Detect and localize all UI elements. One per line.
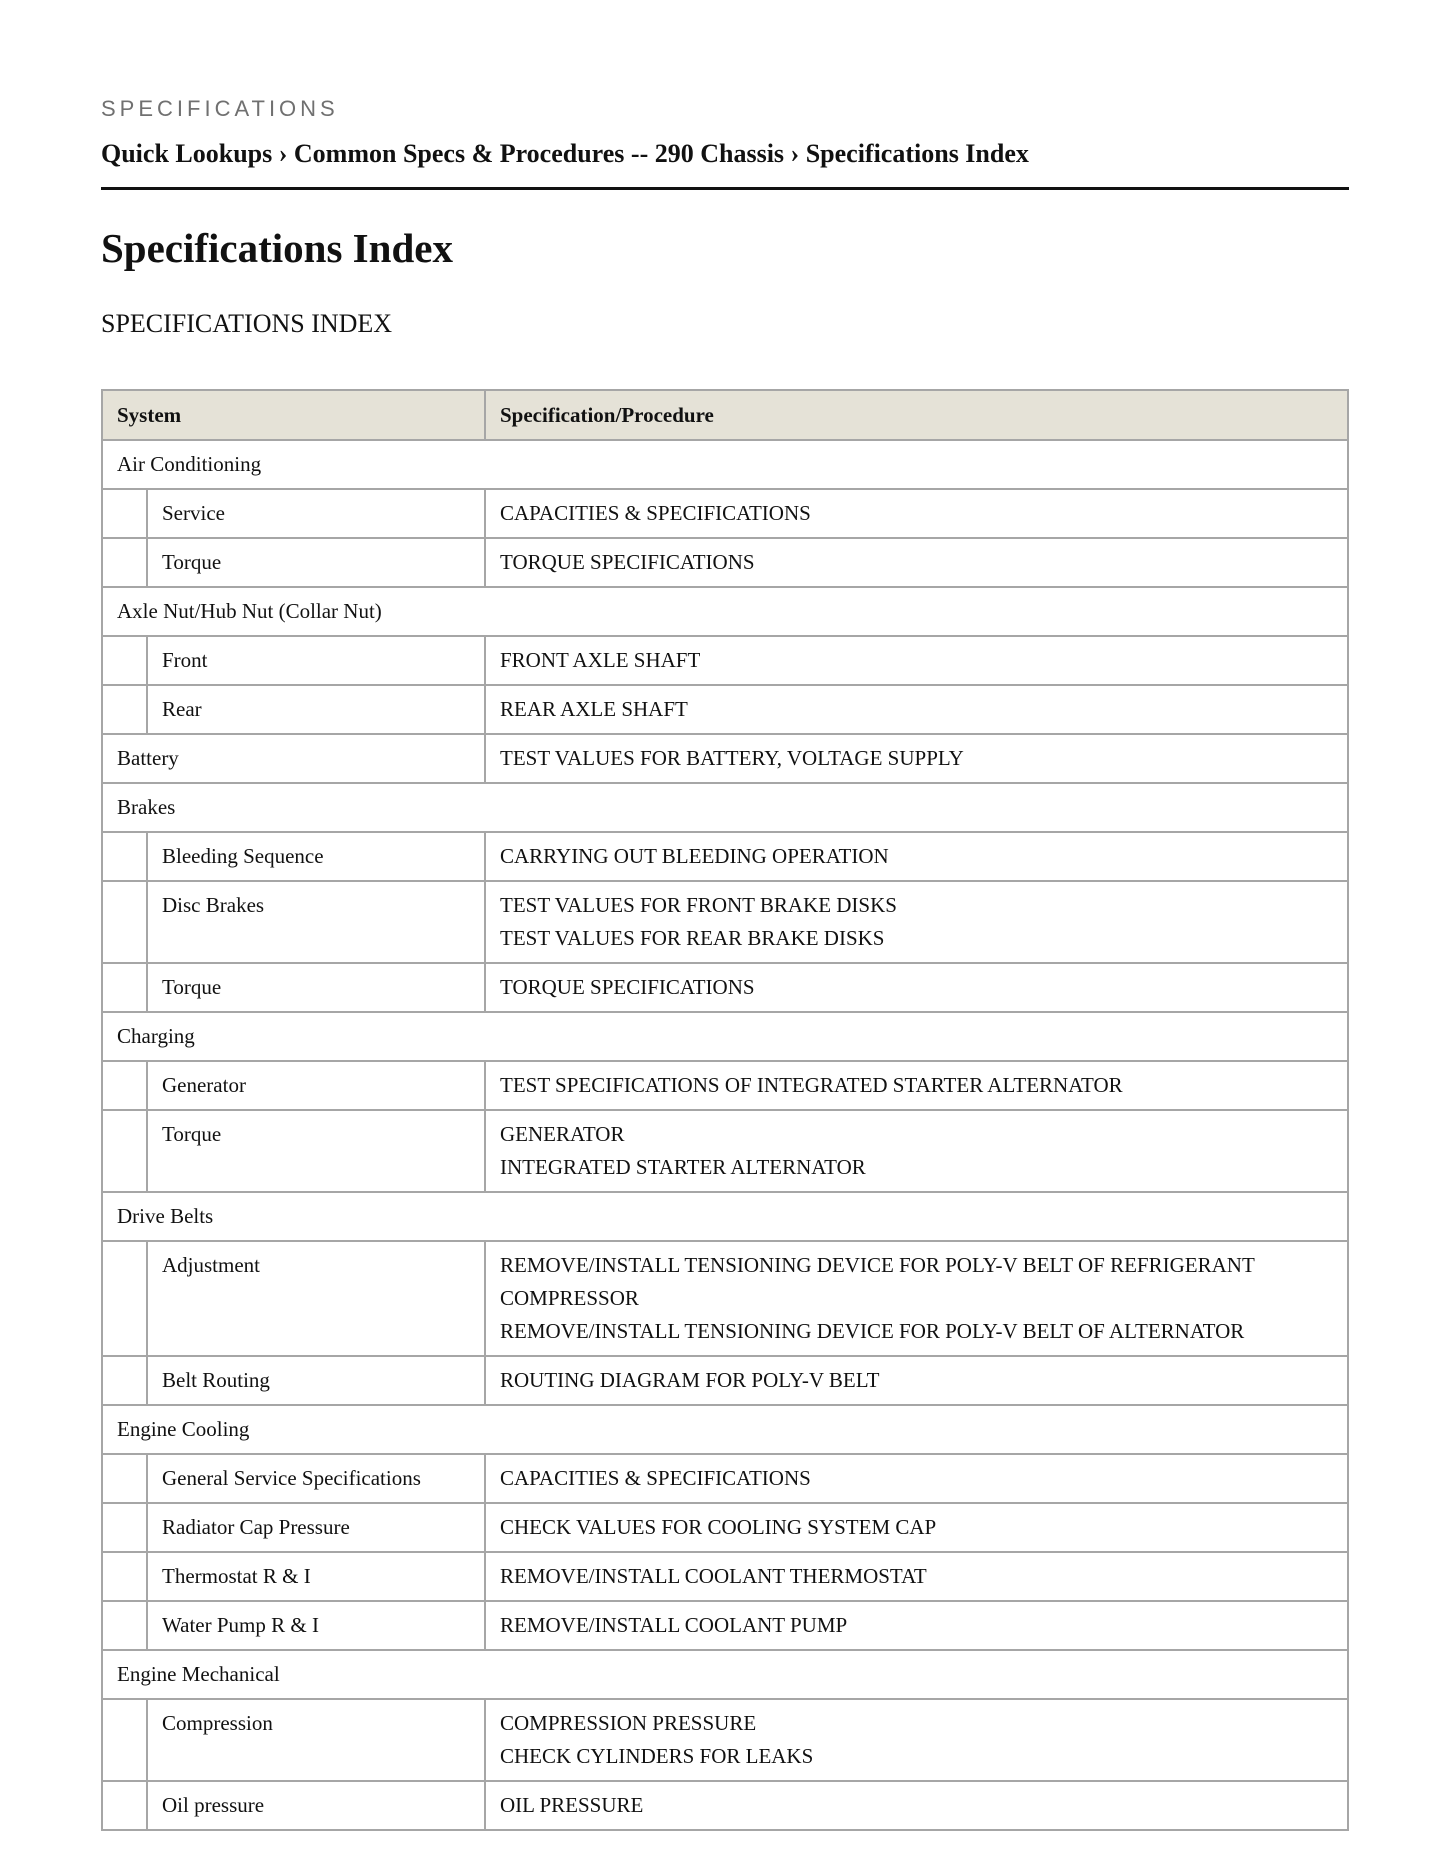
procedure-cell (485, 538, 1348, 587)
procedure-cell (485, 1699, 1348, 1781)
page-title: Specifications Index (101, 225, 453, 271)
procedure-cell (485, 963, 1348, 1012)
procedure-link[interactable]: CHECK VALUES FOR COOLING SYSTEM CAP (500, 1515, 937, 1539)
indent-cell (102, 1781, 147, 1830)
category-row (102, 783, 1348, 832)
procedure-link[interactable]: COMPRESSION PRESSURE (500, 1711, 757, 1735)
subsystem-label: Adjustment (147, 1241, 485, 1356)
procedure-cell (485, 1356, 1348, 1405)
subsystem-label: Generator (147, 1061, 485, 1110)
procedure-link[interactable]: REMOVE/INSTALL TENSIONING DEVICE FOR POLY-V BELT OF ALTERNATOR (500, 1319, 1245, 1343)
procedure-cell (485, 489, 1348, 538)
subsystem-label: Service (147, 489, 485, 538)
table-row (102, 1356, 1348, 1405)
procedure-cell (485, 881, 1348, 963)
procedure-link[interactable]: TEST VALUES FOR BATTERY, VOLTAGE SUPPLY (500, 746, 964, 770)
procedure-link[interactable]: REMOVE/INSTALL COOLANT THERMOSTAT (500, 1564, 927, 1588)
category-row (102, 1012, 1348, 1061)
category-row (102, 1192, 1348, 1241)
table-row (102, 1699, 1348, 1781)
table-row (102, 1601, 1348, 1650)
table-row (102, 538, 1348, 587)
indent-cell (102, 1601, 147, 1650)
page-subtitle: SPECIFICATIONS INDEX (101, 309, 393, 338)
indent-cell (102, 636, 147, 685)
subsystem-label: Belt Routing (147, 1356, 485, 1405)
table-row (102, 1503, 1348, 1552)
procedure-link[interactable]: TEST VALUES FOR FRONT BRAKE DISKS (500, 893, 897, 917)
category-row (102, 587, 1348, 636)
table-body (102, 440, 1348, 1830)
breadcrumb: Quick Lookups › Common Specs & Procedures -- 290 Chassis › Specifications Index (101, 139, 1029, 168)
table-row (102, 1241, 1348, 1356)
procedure-cell (485, 636, 1348, 685)
category-label: Air Conditioning (102, 440, 1348, 489)
category-row (102, 1405, 1348, 1454)
table-row (102, 685, 1348, 734)
procedure-link[interactable]: GENERATOR (500, 1122, 625, 1146)
subsystem-label: General Service Specifications (147, 1454, 485, 1503)
indent-cell (102, 963, 147, 1012)
table-row (102, 1110, 1348, 1192)
procedure-link[interactable]: TORQUE SPECIFICATIONS (500, 975, 755, 999)
procedure-cell (485, 1781, 1348, 1830)
procedure-link[interactable]: TORQUE SPECIFICATIONS (500, 550, 755, 574)
column-header-procedure: Specification/Procedure (485, 390, 1348, 440)
procedure-cell (485, 1601, 1348, 1650)
procedure-cell (485, 1061, 1348, 1110)
table-row (102, 734, 1348, 783)
procedure-link[interactable]: REMOVE/INSTALL COOLANT PUMP (500, 1613, 848, 1637)
category-row (102, 440, 1348, 489)
procedure-link[interactable]: FRONT AXLE SHAFT (500, 648, 701, 672)
indent-cell (102, 1699, 147, 1781)
indent-cell (102, 489, 147, 538)
indent-cell (102, 832, 147, 881)
subsystem-label: Water Pump R & I (147, 1601, 485, 1650)
procedure-link[interactable]: REMOVE/INSTALL TENSIONING DEVICE FOR POLY-V BELT OF REFRIGERANT COMPRESSOR (500, 1253, 1255, 1310)
table-row (102, 881, 1348, 963)
subsystem-label: Front (147, 636, 485, 685)
procedure-cell (485, 1552, 1348, 1601)
procedure-link[interactable]: REAR AXLE SHAFT (500, 697, 688, 721)
indent-cell (102, 1552, 147, 1601)
procedure-link[interactable]: CAPACITIES & SPECIFICATIONS (500, 501, 811, 525)
table-row (102, 963, 1348, 1012)
subsystem-label: Rear (147, 685, 485, 734)
category-label: Engine Mechanical (102, 1650, 1348, 1699)
procedure-link[interactable]: CHECK CYLINDERS FOR LEAKS (500, 1744, 814, 1768)
indent-cell (102, 881, 147, 963)
indent-cell (102, 538, 147, 587)
indent-cell (102, 1110, 147, 1192)
subsystem-label: Torque (147, 963, 485, 1012)
section-label: SPECIFICATIONS (101, 96, 339, 121)
table-row (102, 636, 1348, 685)
indent-cell (102, 1503, 147, 1552)
procedure-cell (485, 1241, 1348, 1356)
indent-cell (102, 1454, 147, 1503)
table-row (102, 1781, 1348, 1830)
indent-cell (102, 1241, 147, 1356)
category-row (102, 1650, 1348, 1699)
procedure-cell (485, 734, 1348, 783)
table-row (102, 1061, 1348, 1110)
subsystem-label: Torque (147, 538, 485, 587)
subsystem-label: Radiator Cap Pressure (147, 1503, 485, 1552)
procedure-link[interactable]: INTEGRATED STARTER ALTERNATOR (500, 1155, 866, 1179)
procedure-cell (485, 1110, 1348, 1192)
header-divider (101, 187, 1349, 190)
subsystem-label: Bleeding Sequence (147, 832, 485, 881)
category-label: Engine Cooling (102, 1405, 1348, 1454)
procedure-link[interactable]: TEST SPECIFICATIONS OF INTEGRATED STARTER ALTERNATOR (500, 1073, 1123, 1097)
indent-cell (102, 1061, 147, 1110)
procedure-link[interactable]: TEST VALUES FOR REAR BRAKE DISKS (500, 926, 885, 950)
subsystem-label: Disc Brakes (147, 881, 485, 963)
category-label: Charging (102, 1012, 1348, 1061)
indent-cell (102, 685, 147, 734)
category-label: Axle Nut/Hub Nut (Collar Nut) (102, 587, 1348, 636)
procedure-cell (485, 685, 1348, 734)
subsystem-label: Torque (147, 1110, 485, 1192)
category-label: Brakes (102, 783, 1348, 832)
procedure-cell (485, 1454, 1348, 1503)
table-row (102, 1454, 1348, 1503)
procedure-link[interactable]: OIL PRESSURE (500, 1793, 644, 1817)
subsystem-label: Oil pressure (147, 1781, 485, 1830)
procedure-link[interactable]: ROUTING DIAGRAM FOR POLY-V BELT (500, 1368, 880, 1392)
table-row (102, 1552, 1348, 1601)
specifications-table (101, 389, 1349, 1831)
table-header-row (102, 390, 1348, 440)
procedure-link[interactable]: CARRYING OUT BLEEDING OPERATION (500, 844, 889, 868)
column-header-system: System (102, 390, 485, 440)
subsystem-label: Thermostat R & I (147, 1552, 485, 1601)
subsystem-label: Compression (147, 1699, 485, 1781)
procedure-cell (485, 832, 1348, 881)
procedure-cell (485, 1503, 1348, 1552)
procedure-link[interactable]: CAPACITIES & SPECIFICATIONS (500, 1466, 811, 1490)
system-label: Battery (102, 734, 485, 783)
indent-cell (102, 1356, 147, 1405)
table-row (102, 832, 1348, 881)
table-row (102, 489, 1348, 538)
category-label: Drive Belts (102, 1192, 1348, 1241)
